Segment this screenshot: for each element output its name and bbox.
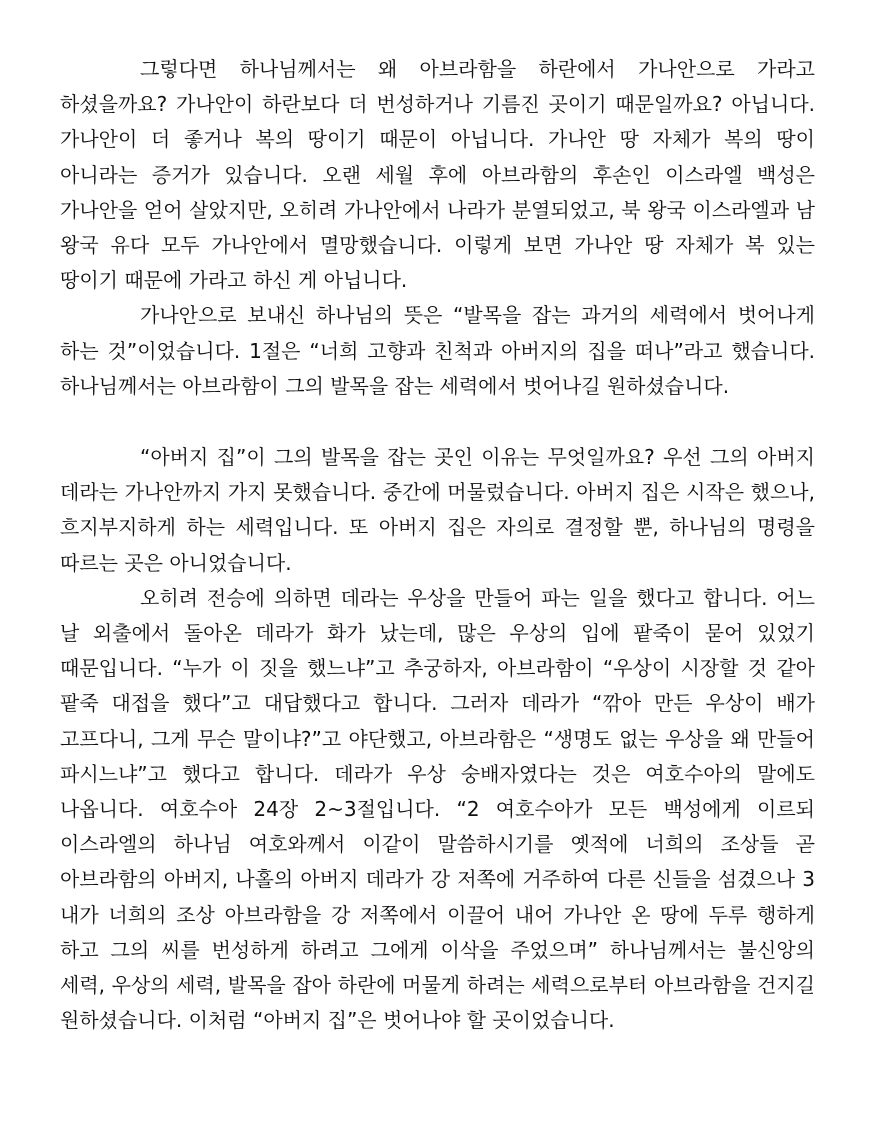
paragraph-canaan-not-blessed-land: 그렇다면 하나님께서는 왜 아브라함을 하란에서 가나안으로 가라고 하셨을까요? 가나안이 하란보다 더 번성하거나 기름진 곳이기 때문일까요? 아닙니다. 가나안이 더 좋거나 복의 땅이기 때문이 아닙니다. 가나안 땅 자체가 복의 땅이 아니라는 증거가 있습니다. 오랜 세월 후에 아브라함의 후손인 이스라엘 백성은 가나안을 얻어 살았지만, 오히려 가나안에서 나라가 분열되었고, 북 왕국 이스라엘과 남 왕국 유다 모두 가나안에서 멸망했습니다. 이렇게 보면 가나안 땅 자체가 복 있는 땅이기 때문에 가라고 하신 게 아닙니다. — [60, 57, 815, 293]
paragraph-purpose-of-sending: 가나안으로 보내신 하나님의 뜻은 “발목을 잡는 과거의 세력에서 벗어나게 하는 것”이었습니다. 1절은 “너희 고향과 친척과 아버지의 집을 떠나”라고 했습니다. 하나님께서는 아브라함이 그의 발목을 잡는 세력에서 벗어나길 원하셨습니다. — [60, 303, 815, 398]
paragraph-terah-idols: 오히려 전승에 의하면 데라는 우상을 만들어 파는 일을 했다고 합니다. 어느 날 외출에서 돌아온 데라가 화가 났는데, 많은 우상의 입에 팥죽이 묻어 있었기 때문입니다. “누가 이 짓을 했느냐”고 추궁하자, 아브라함이 “우상이 시장할 것 같아 팥죽 대접을 했다”고 대답했다고 합니다. 그러자 데라가 “깎아 만든 우상이 배가 고프다니, 그게 무슨 말이냐?”고 야단했고, 아브라함은 “생명도 없는 우상을 왜 만들어 파시느냐”고 했다고 합니다. 데라가 우상 숭배자였다는 것은 여호수아의 말에도 나옵니다. 여호수아 24장 2~3절입니다. “2 여호수아가 모든 백성에게 이르되 이스라엘의 하나님 여호와께서 이같이 말씀하시기를 옛적에 너희의 조상들 곧 아브라함의 아버지, 나홀의 아버지 데라가 강 저쪽에 거주하여 다른 신들을 섬겼으나 3 내가 너희의 조상 아브라함을 강 저쪽에서 이끌어 내어 가나안 온 땅에 두루 행하게 하고 그의 씨를 번성하게 하려고 그에게 이삭을 주었으며” 하나님께서는 불신앙의 세력, 우상의 세력, 발목을 잡아 하란에 머물게 하려는 세력으로부터 아브라함을 건지길 원하셨습니다. 이처럼 “아버지 집”은 벗어나야 할 곳이었습니다. — [60, 585, 815, 1033]
paragraph-fathers-house: “아버지 집”이 그의 발목을 잡는 곳인 이유는 무엇일까요? 우선 그의 아버지 데라는 가나안까지 가지 못했습니다. 중간에 머물렀습니다. 아버지 집은 시작은 했으나, 흐지부지하게 하는 세력입니다. 또 아버지 집은 자의로 결정할 뿐, 하나님의 명령을 따르는 곳은 아니었습니다. — [60, 445, 815, 575]
paragraph-gap — [60, 404, 815, 440]
document-page — [60, 52, 815, 1038]
